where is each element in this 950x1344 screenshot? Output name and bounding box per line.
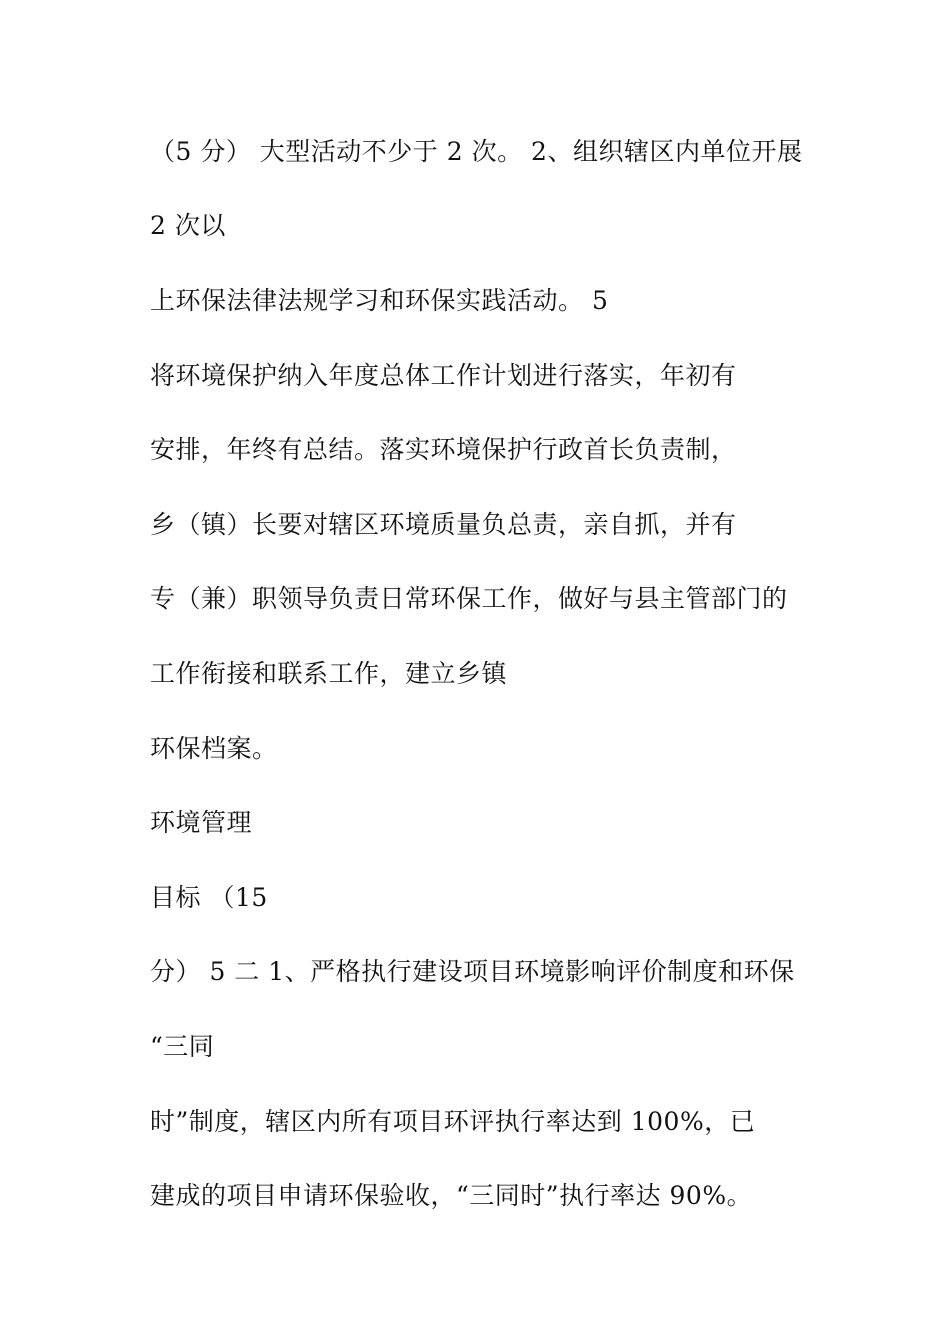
text-line-5: 安排，年终有总结。落实环境保护行政首长负责制， — [150, 435, 737, 464]
section-heading: 环境管理 — [150, 808, 253, 837]
text-line-2: 2 次以 — [150, 211, 226, 240]
text-line-9: 环保档案。 — [150, 734, 278, 763]
text-line-7: 专（兼）职领导负责日常环保工作，做好与县主管部门的 — [150, 584, 788, 613]
text-line-15: 建成的项目申请环保验收，“三同时”执行率达 90%。 — [150, 1181, 753, 1210]
text-line-8: 工作衔接和联系工作，建立乡镇 — [150, 659, 508, 688]
text-line-3: 上环保法律法规学习和环保实践活动。 5 — [150, 286, 609, 315]
text-line-13: “三同 — [150, 1032, 215, 1061]
text-line-11: 目标 （15 — [150, 883, 268, 912]
text-line-14: 时”制度，辖区内所有项目环评执行率达到 100%，已 — [150, 1107, 756, 1136]
text-line-12: 分） 5 二 1、严格执行建设项目环境影响评价制度和环保 — [150, 957, 795, 986]
text-line-1: （5 分） 大型活动不少于 2 次。 2、组织辖区内单位开展 — [150, 137, 803, 166]
text-line-4: 将环境保护纳入年度总体工作计划进行落实，年初有 — [150, 361, 737, 390]
text-line-6: 乡（镇）长要对辖区环境质量负总责，亲自抓，并有 — [150, 510, 737, 539]
